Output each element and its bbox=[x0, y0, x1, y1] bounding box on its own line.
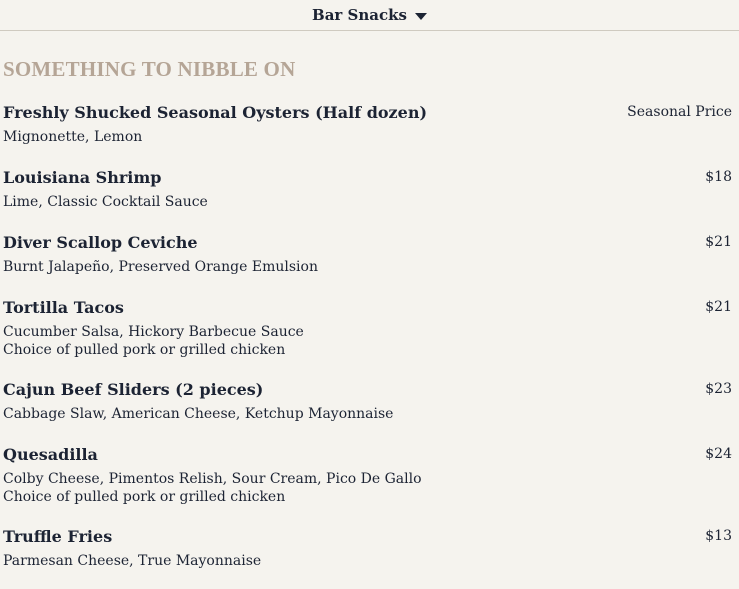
menu-item-name: Tortilla Tacos bbox=[3, 298, 124, 317]
menu-item-description bbox=[3, 258, 318, 276]
menu-item-name: Quesadilla bbox=[3, 445, 98, 464]
menu-item-name: Truffle Fries bbox=[3, 527, 113, 546]
menu-item-description-line: Mignonette, Lemon bbox=[3, 129, 143, 145]
menu-item-description-line: Lime, Classic Cocktail Sauce bbox=[3, 194, 208, 210]
menu-item-description bbox=[3, 470, 422, 506]
menu-item bbox=[0, 524, 739, 589]
section-title: SOMETHING TO NIBBLE ON bbox=[3, 57, 296, 81]
top-bar bbox=[0, 0, 739, 31]
menu-item bbox=[0, 442, 739, 524]
menu-item-description bbox=[3, 323, 304, 359]
menu-item bbox=[0, 377, 739, 442]
menu-item-description bbox=[3, 193, 208, 211]
menu-item-description bbox=[3, 552, 261, 570]
caret-down-icon bbox=[415, 13, 427, 20]
menu-item-price: Seasonal Price bbox=[627, 104, 732, 120]
menu-item-price: $21 bbox=[705, 299, 732, 315]
menu-item-name: Louisiana Shrimp bbox=[3, 168, 162, 187]
menu-item-description bbox=[3, 128, 142, 146]
category-dropdown-label: Bar Snacks bbox=[312, 6, 407, 24]
menu-item-name: Freshly Shucked Seasonal Oysters (Half dozen) bbox=[3, 103, 428, 122]
menu-item-description bbox=[3, 405, 393, 423]
menu-item-description-line: Choice of pulled pork or grilled chicken bbox=[3, 342, 286, 358]
menu-item bbox=[0, 100, 739, 165]
menu-item-description-line: Cabbage Slaw, American Cheese, Ketchup Mayonnaise bbox=[3, 406, 394, 422]
menu-item-price: $21 bbox=[705, 234, 732, 250]
menu-item bbox=[0, 165, 739, 230]
menu-item-price: $13 bbox=[705, 528, 732, 544]
menu-item-description-line: Colby Cheese, Pimentos Relish, Sour Cream, Pico De Gallo bbox=[3, 471, 422, 487]
menu-item-price: $24 bbox=[705, 446, 732, 462]
menu-item-price: $18 bbox=[705, 169, 732, 185]
menu-item-price: $23 bbox=[705, 381, 732, 397]
menu-item-name: Diver Scallop Ceviche bbox=[3, 233, 198, 252]
menu-item-name: Cajun Beef Sliders (2 pieces) bbox=[3, 380, 264, 399]
menu-item bbox=[0, 230, 739, 295]
menu-item-description-line: Parmesan Cheese, True Mayonnaise bbox=[3, 553, 262, 569]
menu-item-description-line: Burnt Jalapeño, Preserved Orange Emulsion bbox=[3, 259, 318, 275]
menu-item-description-line: Choice of pulled pork or grilled chicken bbox=[3, 489, 286, 505]
menu-item-description-line: Cucumber Salsa, Hickory Barbecue Sauce bbox=[3, 324, 304, 340]
category-dropdown[interactable] bbox=[312, 6, 427, 24]
menu-item bbox=[0, 295, 739, 377]
menu-list bbox=[0, 100, 739, 589]
